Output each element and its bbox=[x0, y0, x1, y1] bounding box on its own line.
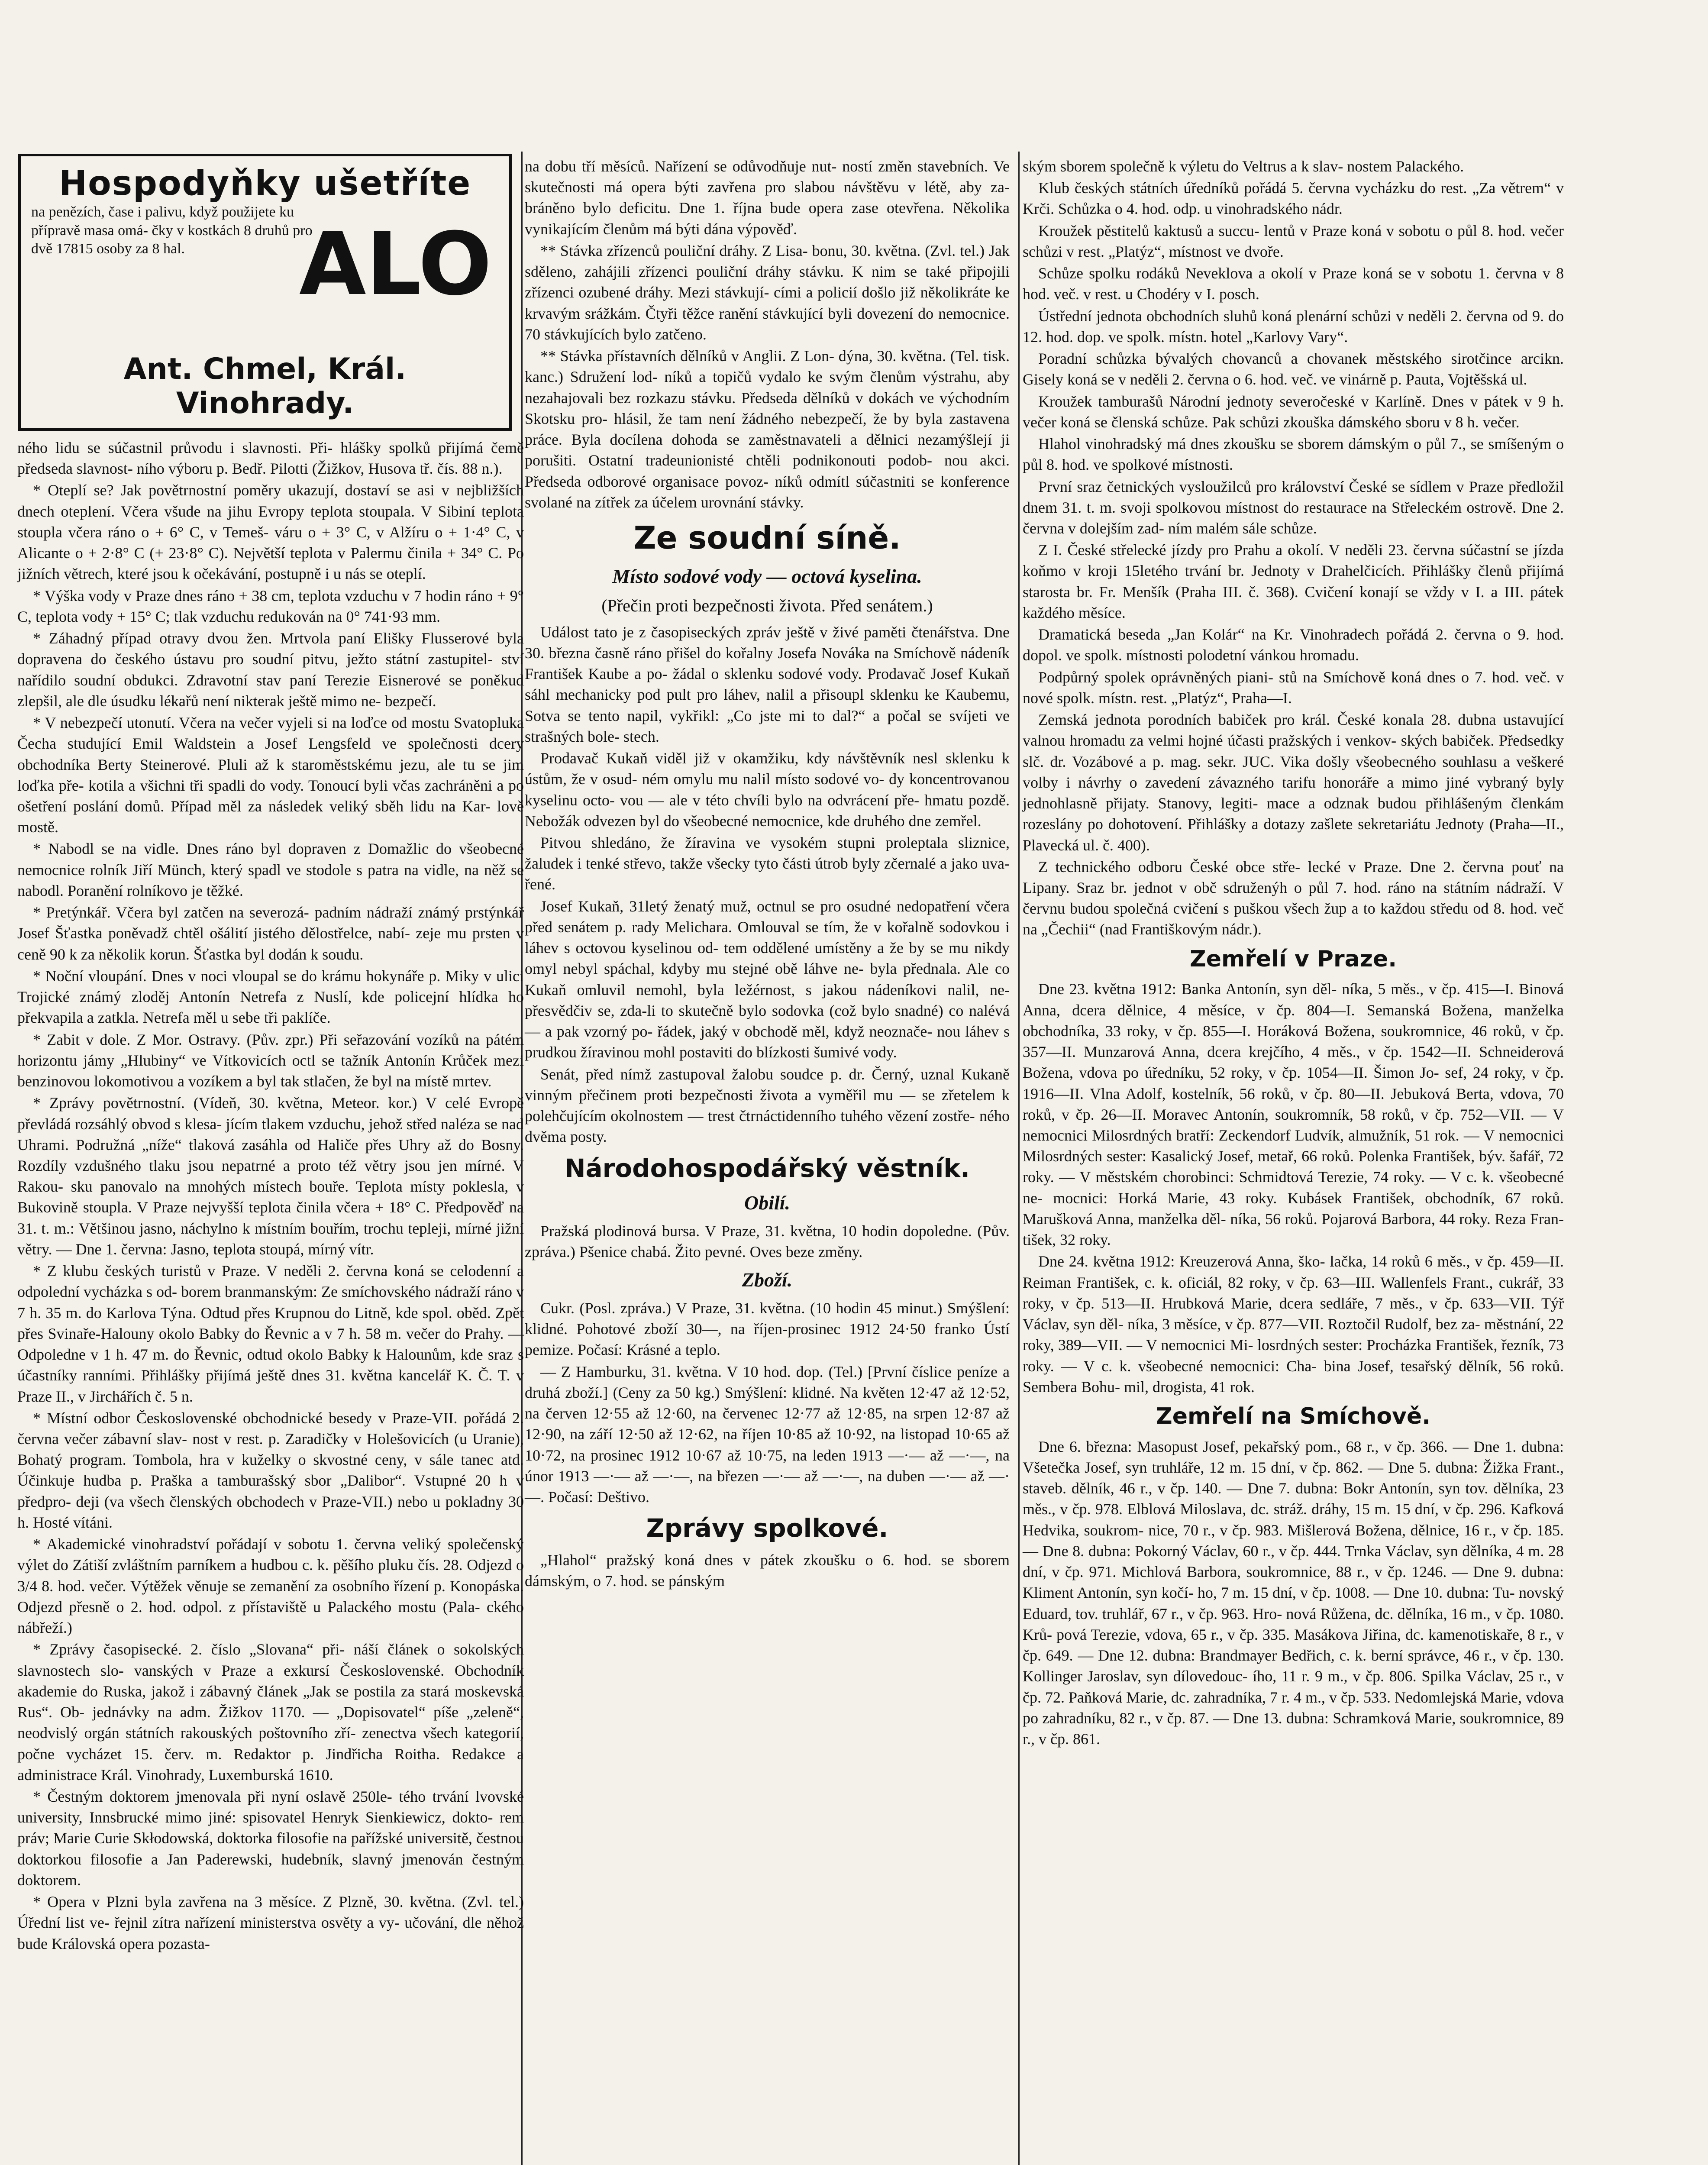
article: * Akademické vinohradství pořádají v sobotu 1. června veliký společenský výlet do Zátiší zvláštním parníkem a hudbou c. k. pěšího pluku čís. 28. Odjezd o 3/4 8. hod. večer. Výtěžek věnuje se zemanění za osobního řízení p. Konopáska. Odjezd přesně o 2. hod. odpol. z přístaviště u Palackého mostu (Pala- ckého nábřeží.) bbox=[17, 1535, 524, 1637]
club-notice: Ústřední jednota obchodních sluhů koná plenární schůzi v neděli 2. června od 9. do 12. hod. dop. ve spolk. místn. hotel „Karlovy Vary“. bbox=[1023, 307, 1564, 346]
club-notice: Z I. České střelecké jízdy pro Prahu a okolí. V neděli 23. června súčastní se jízda koňmo v kroji 15letého trvání br. Jednoty v Drahelčicích. Přihlášky členů přijímá starosta br. Fr. Menšík (Praha III. č. 368). Cvičení konají se vždy v I. a III. pátek každého měsíce. bbox=[1023, 541, 1564, 621]
article: * Opera v Plzni byla zavřena na 3 měsíce. Z Plzně, 30. května. (Zvl. tel.) Úřední list ve- řejnil zítra nařízení ministerstva osvěty a vy- učování, dle něhož bude Královská opera pozasta- bbox=[17, 1893, 524, 1952]
club-notice: První sraz četnických vysloužilců pro království České se sídlem v Praze předložil dnem 31. t. m. svoji spolkovou místnost do restaurace na Střeleckém ostrově. Dne 2. června v dolejším zad- ním malém sále schůze. bbox=[1023, 478, 1564, 537]
club-notice: Zemská jednota porodních babiček pro král. České konala 28. dubna ustavující valnou hromadu za velmi hojné účasti pražských i venkov- ských babiček. Předsedky slč. dr. Vozábové a p. mag. sekr. JUC. Vika došly všeobecného souhlasu a veškeré volby i návrhy o zavedení závazného tarifu honoráře a mimo jiné vybraný byly jednohlasně přijaty. Stanovy, legiti- mace a odznak budou přihlášeným členkám rozeslány po dohotovení. Přihlášky a dotazy zašlete sekretariátu Jednoty (Praha—II., Plavecká ul. č. 400). bbox=[1023, 711, 1564, 854]
court-paragraph: Senát, před nímž zastupoval žalobu soudce p. dr. Černý, uznal Kukaně vinným přečinem proti bezpečnosti života a vyměřil mu — se zřetelem k polehčujícím okolnostem — trest čtrnáctidenního tuhého vězení zostře- ného dvěma posty. bbox=[525, 1065, 1010, 1146]
court-paragraph: Pitvou shledáno, že žíravina ve vysokém stupni proleptala sliznice, žaludek i tenké střevo, takže všecky tyto části útrob byly zčernalé a jako uva- řené. bbox=[525, 834, 1010, 893]
article: * V nebezpečí utonutí. Včera na večer vyjeli si na loďce od mostu Svatopluka Čecha studující Emil Waldstein a Josef Lengsfeld ve společnosti dcery obchodníka Berty Steinerové. Pluli až k staroměstskému jezu, ale tu se jim loďka pře- kotila a všichni tři spadli do vody. Tonoucí byli včas zachráněni a po ošetření poslání domů. Případ měl za následek veliký sběh lidu na Kar- lově mostě. bbox=[17, 714, 524, 836]
court-section-title: Ze soudní síně. bbox=[633, 519, 901, 556]
article: * Čestným doktorem jmenovala při nyní oslavě 250le- tého trvání lvovské university, Innsbrucké mimo jiné: spisovatel Henryk Sienkiewicz, dokto- rem práv; Marie Curie Skłodowská, doktorka filosofie na pařížské universitě, čestnou doktorkou filosofie a Jan Paderewski, hudebník, slavný jmenován čestným doktorem. bbox=[17, 1788, 524, 1889]
column-3 bbox=[1023, 156, 1564, 1750]
article: * Zprávy povětrnostní. (Vídeň, 30. května, Meteor. kor.) V celé Evropě převládá rozsáhlý obvod s klesa- jícím tlakem vzduchu, jehož střed naléza se nad Uhrami. Podružná „níže“ tlaková zasáhla od Haliče přes Uhry až do Bosny. Rozdíly vzdušného tlaku jsou nepatrné a proto též větry jsou jen mírné. V Rakou- sku panovalo na mnohých místech bouře. Teplota místy poklesla, v Bukovině stoupla. V Praze nejvyšší teplota činila včera + 18° C. Předpověď na 31. t. m.: Většinou jasno, náchylno k místním bouřím, trochu tepleji, mírné jižní větry. — Dne 1. června: Jasno, teplota stoupá, mírný vítr. bbox=[17, 1094, 524, 1258]
economy-zbozi-heading: Zboží. bbox=[742, 1269, 793, 1291]
court-subtitle: Místo sodové vody — octová kyselina. bbox=[612, 565, 922, 588]
hospodynky-ad bbox=[18, 154, 512, 431]
article: ** Stávka přístavních dělníků v Anglii. Z Lon- dýna, 30. května. (Tel. tisk. kanc.) Sdružení lod- níků a topičů vydalo ke svým členům výstrahu, aby nezahajovali bez rozkazu stávku. Předseda dělníků v dokách ve východním Skotsku pro- hlásil, že tam není žádného nebezpečí, že by byla zastavena práce. Byla docílena dohoda se zaměstnavateli a dělnici nezamýšlejí ji porušiti. Ostatní tradeunionisté chtěli podnikonouti podob- nou akci. Předseda odborové organisace povoz- níků odmítl súčastniti se konference svolané na zítřek za účelem urovnání stávky. bbox=[525, 347, 1010, 511]
article: * Záhadný případ otravy dvou žen. Mrtvola paní Elišky Flusserové byla dopravena do českého ústavu pro soudní pitvu, ježto státní zastupitel- ství nařídilo soudní obdukci. Zdravotní stav paní Terezie Eisnerové se poněkud zlepšil, ale dle úsudku lékařů není nikterak ještě mimo ne- bezpečí. bbox=[17, 630, 524, 710]
column-1 bbox=[17, 437, 524, 1955]
column-rule-2 bbox=[1018, 152, 1020, 2165]
article: * Noční vloupání. Dnes v noci vloupal se do krámu hokynáře p. Miky v ulici Trojické známý zloděj Antonín Netrefa z Nuslí, kde policejní hlídka ho překvapila a zatkla. Netrefa měl u sebe tři paklíče. bbox=[17, 967, 524, 1027]
spolky-paragraph: „Hlahol“ pražský koná dnes v pátek zkoušku o 6. hod. se sborem dámským, o 7. hod. se pánským bbox=[525, 1551, 1010, 1590]
deaths-prague-text: Dne 23. května 1912: Banka Antonín, syn děl- níka, 5 měs., v čp. 415—I. Binová Anna, dcera dělnice, 4 měsíce, v čp. 804—I. Semanská Božena, manželka obchodníka, 33 roky, v čp. 855—I. Horáková Božena, soukromnice, 46 roků, v čp. 357—II. Munzarová Anna, dcera krejčího, 4 měs., v čp. 1542—II. Schneiderová Božena, vdova po úředníku, 52 roky, v čp. 1054—II. Šimon Jo- sef, 24 roky, v čp. 1916—II. Vlna Adolf, kostelník, 56 roků, v čp. 80—II. Jebuková Berta, vdova, 70 roků, v čp. 26—II. Moravec Antonín, soukromník, 58 roků, v čp. 752—VII. — V nemocnici Milosrdných bratří: Zeckendorf Ludvík, almužník, 51 rok. — V nemocnici Milosrdných sester: Kasalický Josef, metař, 66 roků. Polenka František, býv. šafář, 72 roky. — V městském chorobinci: Schmidtová Terezie, 74 roky. — V c. k. všeobecné ne- mocnici: Horká Marie, 43 roky. Kubásek František, obchodník, 67 roků. Marušková Anna, manželka děl- níka, 56 roků. Pojarová Barbora, 44 roky. Reza Fran- tišek, 32 roky. bbox=[1023, 980, 1564, 1249]
club-notice: Z technického odboru České obce stře- lecké v Praze. Dne 2. června pouť na Lipany. Sraz br. jednot v obč sdruženýh o půl 7. hod. ráno na státním nádraží. V červnu budou společná cvičení s puškou všech žup a to každou středu od 8. hod. več na „Čechii“ (nad Františkovým nádr.). bbox=[1023, 858, 1564, 938]
club-notice: ským sborem společně k výletu do Veltrus a k slav- nostem Palackého. bbox=[1023, 158, 1464, 175]
club-notice: Podpůrný spolek oprávněných piani- stů na Smíchově koná dnes o 7. hod. več. v nové spolk. místn. rest. „Platýz“, Praha—I. bbox=[1023, 668, 1564, 707]
club-notice: Dramatická beseda „Jan Kolár“ na Kr. Vinohradech pořádá 2. června o 9. hod. dopol. ve spolk. místnosti polodetní vánkou hromadu. bbox=[1023, 626, 1564, 664]
article: * Z klubu českých turistů v Praze. V neděli 2. června koná se celodenní a odpolední vycházka s od- borem branmanským: Ze smíchovského nádraží ráno v 7 h. 35 m. do Karlova Týna. Odtud přes Krupnou do Litně, kde spol. oběd. Zpět přes Svinaře-Halouny okolo Babky do Řevnic a v 7 h. 58 m. večer do Prahy. — Odpoledne v 1 h. 47 m. do Řevnic, odtud okolo Babky k Halounům, kde sraz s účastníky ranními. Přihlášky přijímá ještě dnes 31. května kancelář K. Č. T. v Praze II., v Jirchářích č. 5 n. bbox=[17, 1262, 524, 1405]
ad-body: na penězích, čase i palivu, když použijete ku přípravě masa omá- čky v kostkách 8 druhů pro dvě 17815 osoby za 8 hal. bbox=[31, 204, 313, 257]
ad-brand: ALO bbox=[299, 214, 492, 315]
deaths-smichov-title: Zemřelí na Smíchově. bbox=[1156, 1403, 1430, 1430]
economy-section-title: Národohospodářský věstník. bbox=[564, 1153, 970, 1183]
club-notice: Klub českých státních úředníků pořádá 5. června vycházku do rest. „Za větrem“ v Krči. Schůzka o 4. hod. odp. u vinohradského nádr. bbox=[1023, 179, 1564, 218]
club-notice: Schůze spolku rodáků Neveklova a okolí v Praze koná se v sobotu 1. června v 8 hod. več. v rest. u Chodéry v I. posch. bbox=[1023, 265, 1564, 303]
economy-obili-heading: Obilí. bbox=[744, 1192, 791, 1214]
deaths-prague-title: Zemřelí v Praze. bbox=[1190, 946, 1397, 972]
deaths-smichov-text: Dne 6. března: Masopust Josef, pekařský pom., 68 r., v čp. 366. — Dne 1. dubna: Všetečka Josef, syn truhláře, 12 m. 15 dní, v čp. 862. — Dne 5. dubna: Žižka Frant., staveb. dělník, 46 r., v čp. 140. — Dne 7. dubna: Bokr Antonín, syn tov. dělníka, 23 měs., v čp. 978. Elblová Miloslava, dc. stráž. dráhy, 15 m. 15 dní, v čp. 296. Kafková Hedvika, soukrom- nice, 70 r., v čp. 983. Mišlerová Božena, dělnice, 16 r., v čp. 185. — Dne 8. dubna: Pokorný Václav, 60 r., v čp. 444. Trnka Václav, syn dělníka, 4 m. 28 dní, v čp. 971. Michlová Barbora, soukromnice, 88 r., v čp. 1246. — Dne 9. dubna: Kliment Antonín, syn kočí- ho, 7 m. 15 dní, v čp. 1008. — Dne 10. dubna: Tu- novský Eduard, tov. truhlář, 67 r., v čp. 963. Hro- nová Růžena, dc. dělníka, 16 m., v čp. 1080. Krů- pová Terezie, vdova, 65 r., v čp. 335. Masákova Jiřina, dc. kamenotiskaře, 8 r., v čp. 649. — Dne 12. dubna: Brandmayer Bedřich, c. k. berní správce, 46 r., v čp. 130. Kollinger Jaroslav, syn dílovedouc- ího, 11 r. 9 m., v čp. 806. Spilka Václav, 25 r., v čp. 72. Paňková Marie, dc. zahradníka, 7 r. 4 m., v čp. 533. Nedomlejská Marie, vdova po zahradníku, 82 r., v čp. 87. — Dne 13. dubna: Schramková Marie, soukromnice, 89 r., v čp. 861. bbox=[1023, 1438, 1564, 1748]
court-note: (Přečin proti bezpečnosti života. Před senátem.) bbox=[601, 596, 933, 616]
economy-paragraph: — Z Hamburku, 31. května. V 10 hod. dop. (Tel.) [První číslice peníze a druhá zboží.] (Ceny za 50 kg.) Smýšlení: klidné. Na květen 12·47 až 12·52, na červen 12·55 až 12·60, na červenec 12·77 až 12·85, na srpen 12·87 až 12·90, na září 12·50 až 12·62, na říjen 10·85 až 10·92, na listopad 10·65 až 10·72, na prosinec 1912 10·67 až 10·75, na leden 1913 —·— až —·—, na únor 1913 —·— až —·—, na březen —·— až —·—, na duben —·— až —·—. Počasí: Deštivo. bbox=[525, 1363, 1010, 1506]
spolky-section-title: Zprávy spolkové. bbox=[646, 1513, 888, 1543]
article: * Zabit v dole. Z Mor. Ostravy. (Pův. zpr.) Při seřazování vozíků na pátém horizontu jámy „Hlubiny“ ve Vítkovicích octl se tažník Antonín Krůček mezi benzinovou lokomotivou a vozíkem a byl tak stlačen, že byl na místě mrtev. bbox=[17, 1031, 524, 1090]
court-paragraph: Josef Kukaň, 31letý ženatý muž, octnul se pro osudné nedopatření včera před senátem p. rady Melichara. Omlouval se tím, že v kořalně sodovkou i láhev s octovou kyselinou od- tem oddělené umístěny a že by se mu nikdy omyl nebyl spáchal, kdyby mu stejné obě láhve ne- byla přednala. Ale co Kukaň omluvil nemohl, byla ležérnost, s jakou nádeníkovi nalil, ne- přesvědčiv se, zda-li to skutečně bylo sodovka (což bylo snadné) co nalévá — a pak vzorný po- řádek, jaký v obchodě měl, když neoznače- nou láhev s prudkou žíravinou mohl postaviti do blízkosti šumivé vody. bbox=[525, 897, 1010, 1061]
article: * Zprávy časopisecké. 2. číslo „Slovana“ při- náší článek o sokolských slavnostech slo- vanských v Praze a exkursí Československé. Obchodník akademie do Ruska, jakož i zábavný článek „Jak se postila za stará moskevská Rus“. Ob- jednávky na adm. Žižkov 1170. — „Dopisovatel“ píše „zeleně“, neodvislý orgán státních rakouských poštovního zří- zenectva všech kategorií, počne vycházet 15. červ. m. Redaktor p. Jindřicha Roitha. Redakce a administrace Král. Vinohrady, Luxemburská 1610. bbox=[17, 1641, 524, 1784]
club-notice: Kroužek tamburašů Národní jednoty severočeské v Karlíně. Dnes v pátek v 9 h. večer koná se členská schůze. Pak schůzi zkouška dámského sboru v 8 h. večer. bbox=[1023, 392, 1564, 431]
article: na dobu tří měsíců. Nařízení se odůvodňuje nut- ností změn stavebních. Ve skutečnosti má opera býti zavřena pro slabou návštěvu v létě, aby za- bráněno bylo deficitu. Dne 1. října bude opera zase otevřena. Několika vynikajícím členům má býti dána výpověď. bbox=[525, 158, 1010, 238]
club-notice: Hlahol vinohradský má dnes zkoušku se sborem dámským o půl 7., se smíšeným o půl 8. hod. ve spolkové místnosti. bbox=[1023, 435, 1564, 474]
economy-paragraph: Pražská plodinová bursa. V Praze, 31. května, 10 hodin dopoledne. (Pův. zpráva.) Pšenice chabá. Žito pevné. Oves beze změny. bbox=[525, 1222, 1010, 1261]
column-2 bbox=[525, 156, 1010, 1593]
article: ného lidu se súčastnil průvodu i slavnosti. Při- hlášky spolků přijímá čemě předseda slavnost- ního výboru p. Bedř. Pilotti (Žižkov, Husova tř. čís. 88 n.). bbox=[17, 439, 524, 478]
article: * Místní odbor Československé obchodnické besedy v Praze-VII. pořádá 2. června večer zábavní slav- nost v rest. p. Zaradičky v Holešovicích (u Uranie), Bohatý program. Tombola, hra v kuželky o skvostné ceny, v sále tanec atd. Účinkuje hudba p. Praška a tamburašský sbor „Dalibor“. Vstupné 20 h v předpro- deji (va všech členských obchodech v Praze-VII.) nebo u pokladny 30 h. Hosté vítáni. bbox=[17, 1409, 524, 1531]
article: * Výška vody v Praze dnes ráno + 38 cm, teplota vzduchu v 7 hodin ráno + 9° C, teplota vody + 15° C; tlak vzduchu redukován na 0° 741·93 mm. bbox=[17, 587, 524, 625]
club-notice: Poradní schůzka bývalých chovanců a chovanek městského sirotčince arcikn. Gisely koná se v neděli 2. června o 6. hod. več. ve vinárně p. Pauta, Vojtěšská ul. bbox=[1023, 350, 1564, 388]
ad-footer: Ant. Chmel, Král. Vinohrady. bbox=[123, 352, 407, 420]
article: * Nabodl se na vidle. Dnes ráno byl dopraven z Domažlic do všeobecné nemocnice rolník Jiří Münch, který spadl ve stodole s patra na vidle, na něž se nabodl. Poranění rolníkovo je těžké. bbox=[17, 840, 524, 899]
deaths-prague-text: Dne 24. května 1912: Kreuzerová Anna, ško- lačka, 14 roků 6 měs., v čp. 459—II. Reiman František, c. k. oficiál, 82 roky, v čp. 63—III. Wallenfels Frant., cukrář, 33 roky, v čp. 513—II. Hrubková Marie, dcera sedláře, 7 měs., v čp. 633—VII. Týř Václav, syn děl- níka, 3 měsíce, v čp. 877—VII. Roztočil Rudolf, bez za- městnání, 22 roky, 389—VII. — V nemocnici Mi- losrdných sester: Procházka František, řezník, 73 roky. — V c. k. všeobecné nemocnici: Cha- bina Josef, tesařský dělník, 56 roků. Sembera Bohu- mil, drogista, 41 rok. bbox=[1023, 1253, 1564, 1396]
court-paragraph: Prodavač Kukaň viděl již v okamžiku, kdy návštěvník nesl sklenku k ústům, že v osud- ném omylu mu nalil místo sodové vo- dy koncentrovanou kyselinu octo- vou — ale v této chvíli bylo na odvrácení pře- hmatu pozdě. Nebožák odvezen byl do všeobecné nemocnice, kde druhého dne zemřel. bbox=[525, 750, 1010, 830]
article: * Oteplí se? Jak povětrnostní poměry ukazují, dostaví se asi v nejbližších dnech oteplení. Včera všude na jihu Evropy teplota stoupala. V Sibiní teplota stoupla včera ráno o + 6° C, v Temeš- váru o + 3° C, v Alžíru o + 1·4° C, v Alicante o + 2·8° C (+ 23·8° C). Největší teplota v Palermu činila + 34° C. Po jižních větrech, které jsou k očekávání, postupně i u nás se oteplí. bbox=[17, 481, 524, 583]
economy-paragraph: Cukr. (Posl. zpráva.) V Praze, 31. května. (10 hodin 45 minut.) Smýšlení: klidné. Pohotové zboží 30—, na říjen-prosinec 1912 24·50 franko Ústí pemize. Počasí: Krásné a teplo. bbox=[525, 1299, 1010, 1359]
club-notice: Kroužek pěstitelů kaktusů a succu- lentů v Praze koná v sobotu o půl 8. hod. večer schůzi v rest. „Platýz“, místnost ve dvoře. bbox=[1023, 222, 1564, 260]
court-paragraph: Událost tato je z časopiseckých zpráv ještě v živé paměti čtenářstva. Dne 30. března časně ráno přišel do kořalny Josefa Nováka na Smíchově nádeník František Kaube a po- žádal o sklenku sodové vody. Prodavač Josef Kukaň sáhl mechanicky pod pult pro láhev, nalil a přisoupl sklenku ke Kaubemu, Sotva se tento napil, vykřikl: „Co jste mi to dal?“ a počal se svíjeti ve strašných bole- stech. bbox=[525, 623, 1010, 745]
ad-headline: Hospodyňky ušetříte bbox=[58, 164, 471, 203]
article: ** Stávka zřízenců pouliční dráhy. Z Lisa- bonu, 30. května. (Zvl. tel.) Jak sděleno, zahájili zřízenci pouliční dráhy stávku. K nim se také připojili zřízenci ozubené dráhy. Mezi stávkují- cími a policií došlo již několikráte ke krvavým srážkám. Čtyři těžce ranění stávkující byli dovezení do nemocnice. 70 stávkujících bylo zatčeno. bbox=[525, 242, 1010, 343]
article: * Pretýnkář. Včera byl zatčen na severozá- padním nádraží známý prstýnkář Josef Šťastka poněvadž chtěl ošálití jistého dělostřelce, nabí- zeje mu prsten v ceně 90 k za několik korun. Šťastka byl dodán k soudu. bbox=[17, 904, 524, 963]
